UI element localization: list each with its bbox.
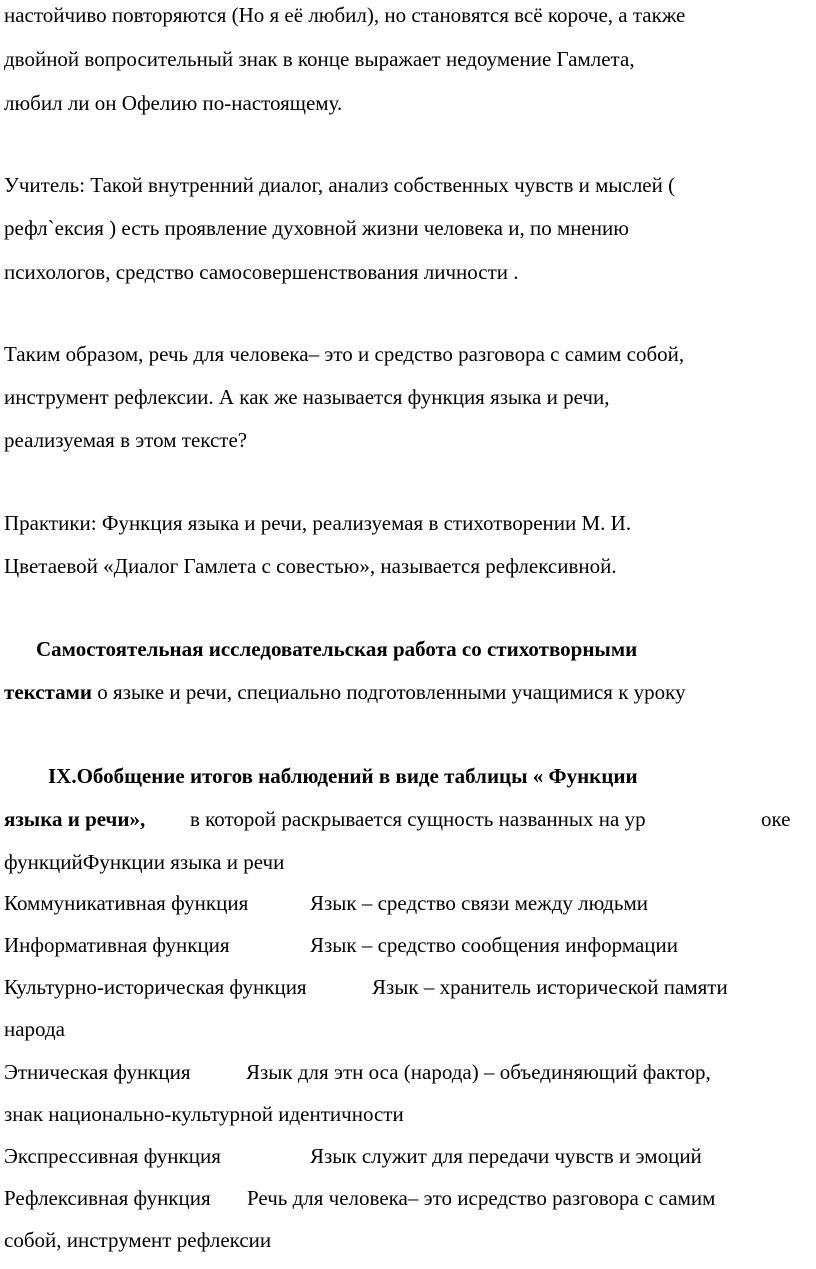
para-practice-line: Цветаевой «Диалог Гамлета с совестью», называется рефлексивной. [4, 554, 617, 578]
para-thus-line: реализуемая в этом тексте? [4, 428, 248, 452]
para-hamlet-line: любил ли он Офелию по-настоящему. [4, 91, 343, 115]
para-hamlet-line: двойной вопросительный знак в конце выражает недоумение Гамлета, [4, 47, 635, 71]
research-line-2 [4, 679, 686, 705]
function-description: Язык – средство сообщения информации [310, 933, 679, 957]
function-description-cont: знак национально-культурной идентичности [4, 1102, 404, 1126]
research-heading: Самостоятельная исследовательская работа со стихотворными [36, 637, 638, 661]
function-name: Этническая функция [4, 1060, 191, 1084]
para-teacher-line: психологов, средство самосовершенствования личности . [4, 260, 519, 284]
function-name: Экспрессивная функция [4, 1144, 221, 1168]
function-name: Информативная функция [4, 933, 230, 957]
summary-heading: IX.Обобщение итогов наблюдений в виде таблицы « Функции [48, 764, 638, 788]
para-teacher-line: Учитель: Такой внутренний диалог, анализ собственных чувств и мыслей ( [4, 173, 676, 197]
summary-description: в которой раскрывается сущность названных на ур [190, 807, 646, 831]
para-teacher-line: рефл`ексия ) есть проявление духовной жизни человека и, по мнению [4, 216, 629, 240]
research-description: о языке и речи, специально подготовленными учащимися к уроку [92, 680, 686, 704]
function-description: Язык для этн оса (народа) – объединяющий фактор, [246, 1060, 711, 1084]
para-thus-line: инструмент рефлексии. А как же называется функция языка и речи, [4, 385, 610, 409]
function-description-cont: народа [4, 1017, 65, 1041]
function-description: Язык служит для передачи чувств и эмоций [310, 1144, 702, 1168]
function-name: Культурно-историческая функция [4, 975, 307, 999]
summary-description-end: оке [761, 807, 791, 831]
function-description: Речь для человека– это исредство разговора с самим [247, 1186, 716, 1210]
para-thus-line: Таким образом, речь для человека– это и средство разговора с самим собой, [4, 342, 685, 366]
summary-heading-end: языка и речи», [4, 807, 146, 831]
function-description: Язык – хранитель исторической памяти [372, 975, 728, 999]
para-practice-line: Практики: Функция языка и речи, реализуемая в стихотворении М. И. [4, 511, 632, 535]
function-name: Коммуникативная функция [4, 891, 249, 915]
para-hamlet-line: настойчиво повторяются (Но я её любил), но становятся всё короче, а также [4, 3, 686, 27]
summary-table-title: функцийФункции языка и речи [4, 850, 285, 874]
research-heading-end: текстами [4, 680, 93, 704]
function-description: Язык – средство связи между людьми [310, 891, 649, 915]
function-description-cont: собой, инструмент рефлексии [4, 1228, 272, 1252]
function-name: Рефлексивная функция [4, 1186, 211, 1210]
